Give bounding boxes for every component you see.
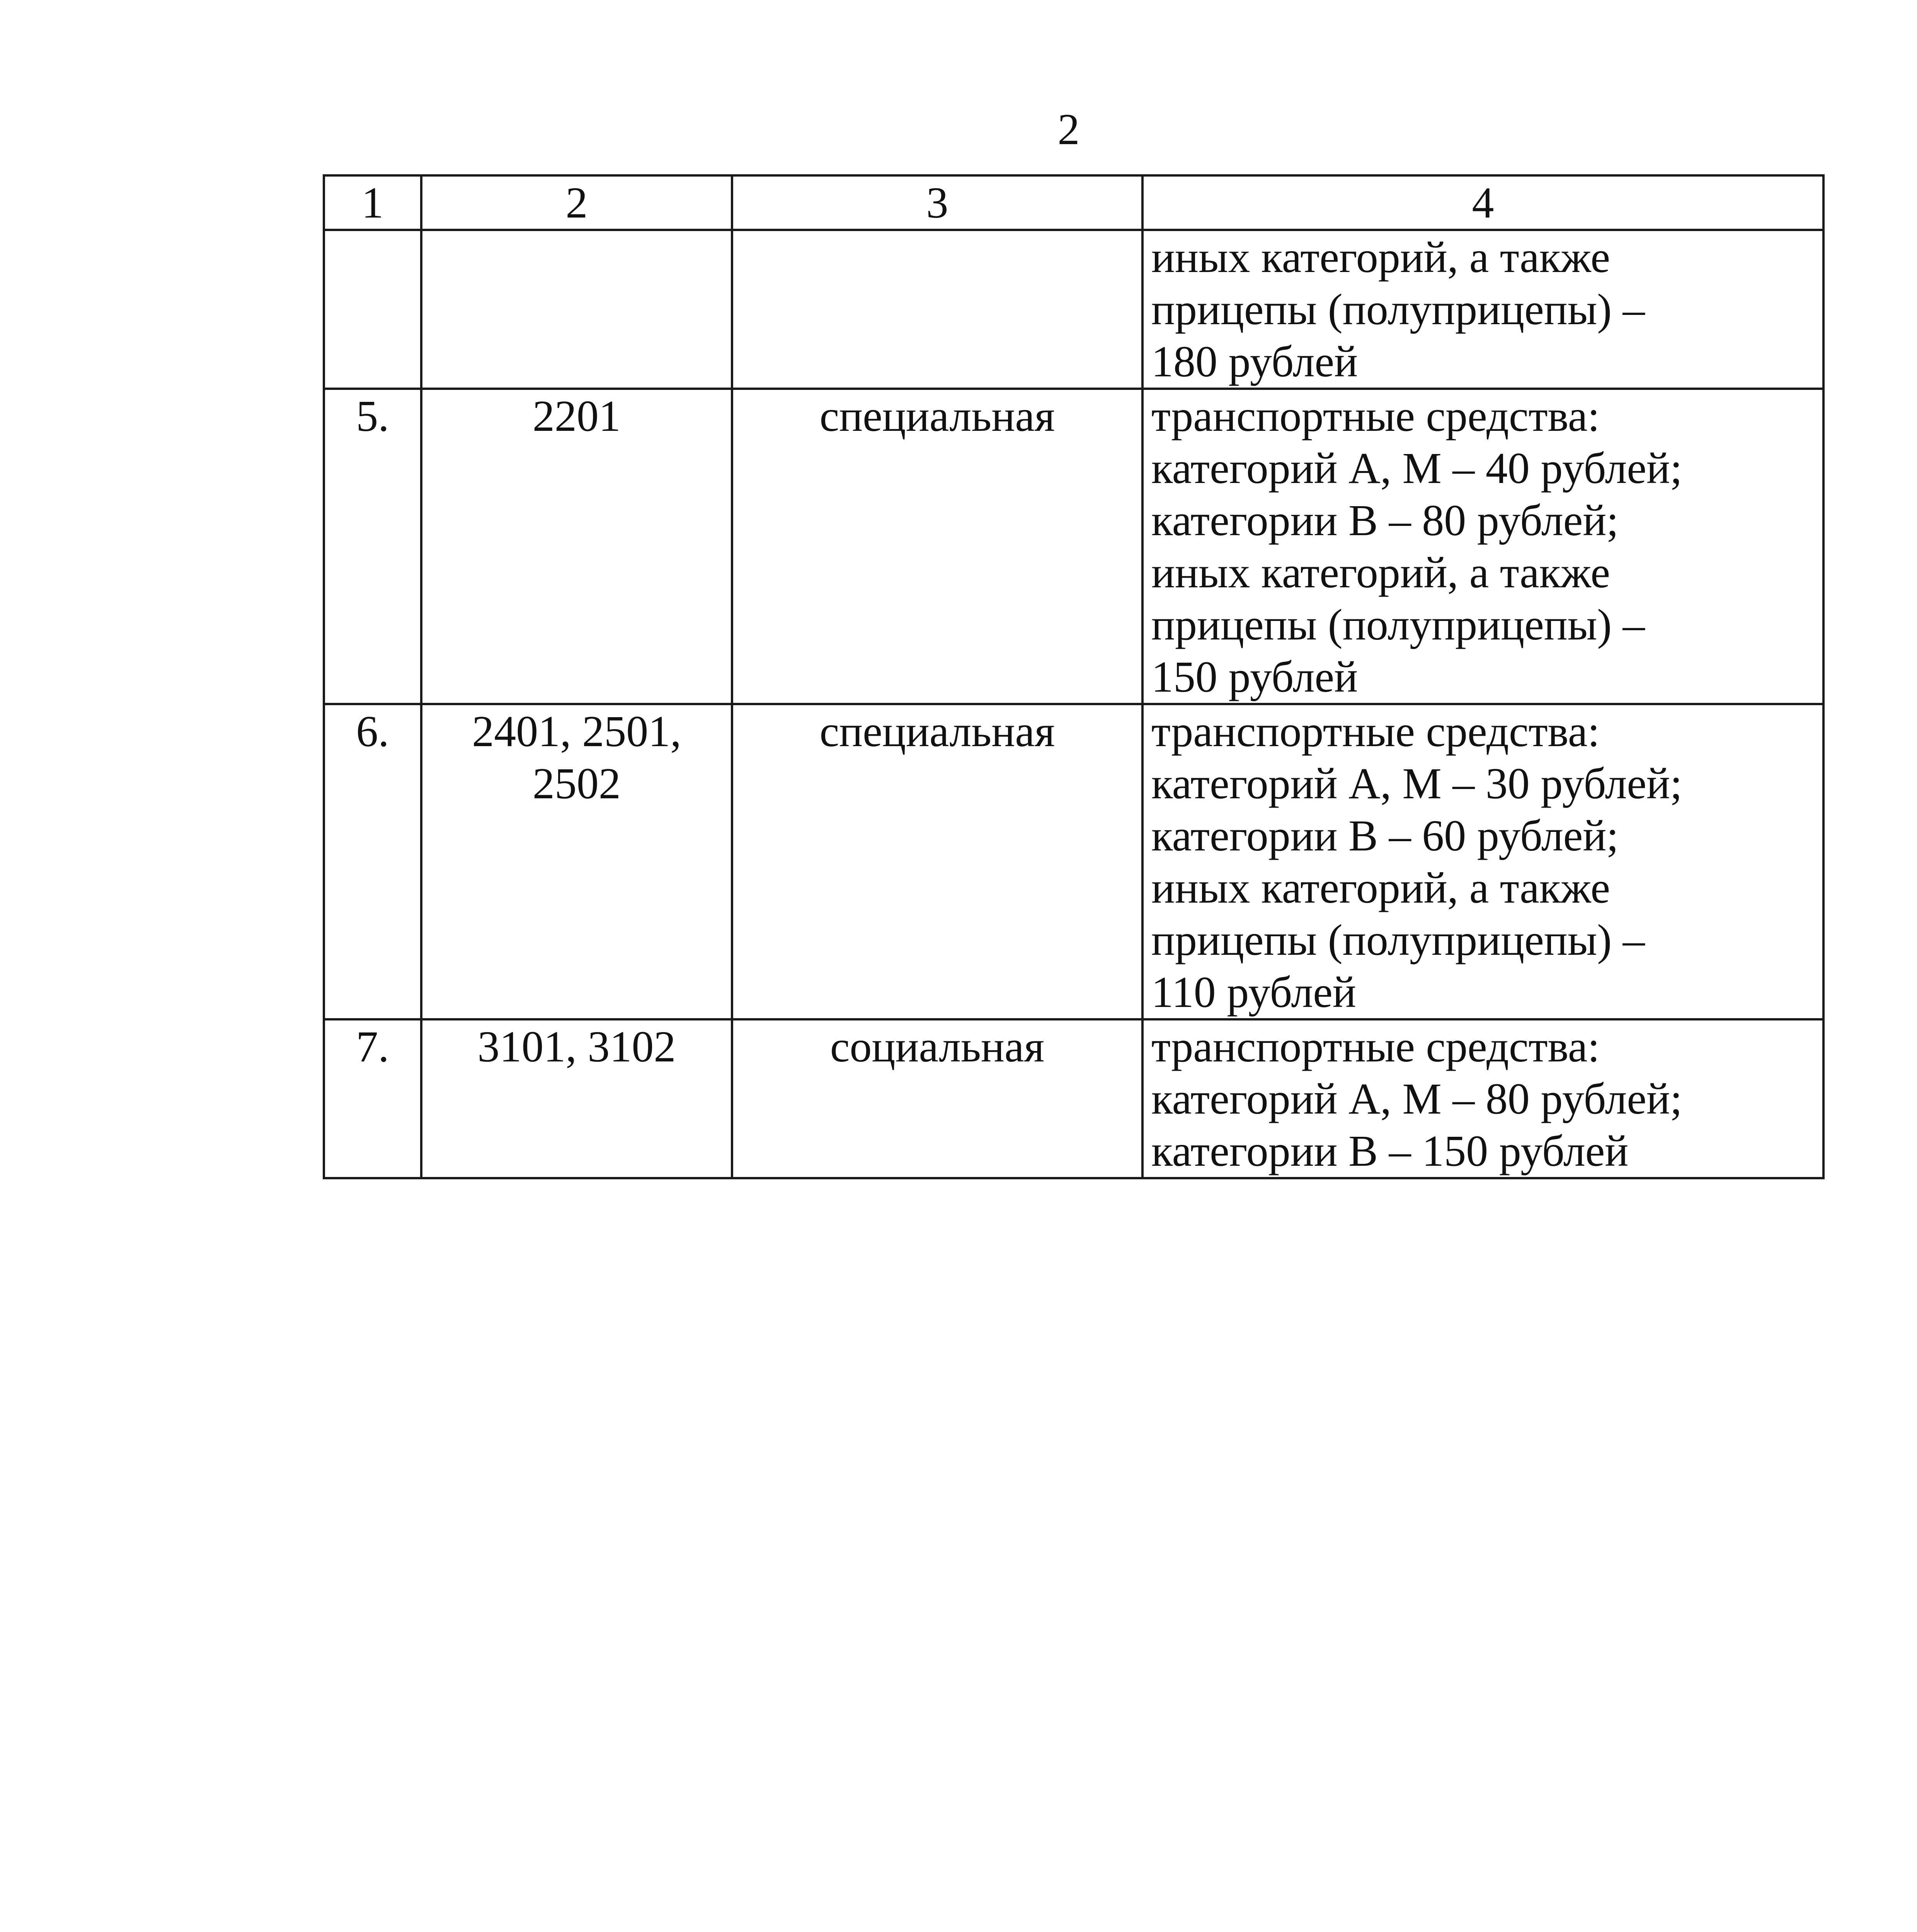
codes-cell	[421, 389, 732, 704]
codes-cell	[421, 1019, 732, 1178]
code-line: 2201	[533, 391, 621, 440]
description-cell	[1142, 1019, 1823, 1178]
description-line: категорий А, М – 30 рублей;	[1151, 759, 1682, 808]
header-cell-1: 1	[324, 175, 421, 230]
description-cell	[1142, 230, 1823, 389]
description-line: иных категорий, а также	[1151, 233, 1610, 282]
description-line: категорий А, М – 80 рублей;	[1151, 1074, 1682, 1123]
table-row-continuation	[324, 230, 1823, 389]
table-row-6	[324, 704, 1823, 1019]
code-line: 3101, 3102	[477, 1022, 676, 1071]
type-cell	[732, 230, 1142, 389]
description-line: транспортные средства:	[1151, 1022, 1600, 1071]
row-number-cell: 5.	[324, 389, 421, 704]
type-cell: специальная	[732, 389, 1142, 704]
description-line: прицепы (полуприцепы) –	[1151, 600, 1645, 649]
description-line: категории В – 150 рублей	[1151, 1126, 1629, 1175]
header-cell-4: 4	[1142, 175, 1823, 230]
tariff-table	[323, 174, 1825, 1179]
description-line: категории В – 60 рублей;	[1151, 811, 1619, 860]
row-number-cell: 6.	[324, 704, 421, 1019]
code-line: 2502	[533, 759, 621, 808]
description-line: прицепы (полуприцепы) –	[1151, 915, 1645, 964]
description-cell	[1142, 704, 1823, 1019]
description-line: категорий А, М – 40 рублей;	[1151, 444, 1682, 493]
page-number: 2	[1057, 105, 1080, 154]
description-line: транспортные средства:	[1151, 707, 1600, 756]
header-cell-3: 3	[732, 175, 1142, 230]
description-line: прицепы (полуприцепы) –	[1151, 285, 1645, 334]
codes-cell	[421, 230, 732, 389]
header-cell-2: 2	[421, 175, 732, 230]
description-line: транспортные средства:	[1151, 391, 1600, 440]
table-row-5	[324, 389, 1823, 704]
description-line: иных категорий, а также	[1151, 548, 1610, 597]
table-row-7	[324, 1019, 1823, 1178]
description-cell	[1142, 389, 1823, 704]
row-number-cell: 7.	[324, 1019, 421, 1178]
description-line: иных категорий, а также	[1151, 863, 1610, 912]
code-line: 2401, 2501,	[472, 707, 681, 756]
row-number-cell	[324, 230, 421, 389]
description-line: 150 рублей	[1151, 652, 1358, 701]
table-header-row	[324, 175, 1823, 230]
description-line: категории В – 80 рублей;	[1151, 496, 1619, 545]
codes-cell	[421, 704, 732, 1019]
type-cell: специальная	[732, 704, 1142, 1019]
type-cell: социальная	[732, 1019, 1142, 1178]
description-line: 110 рублей	[1151, 968, 1356, 1017]
description-line: 180 рублей	[1151, 337, 1358, 386]
